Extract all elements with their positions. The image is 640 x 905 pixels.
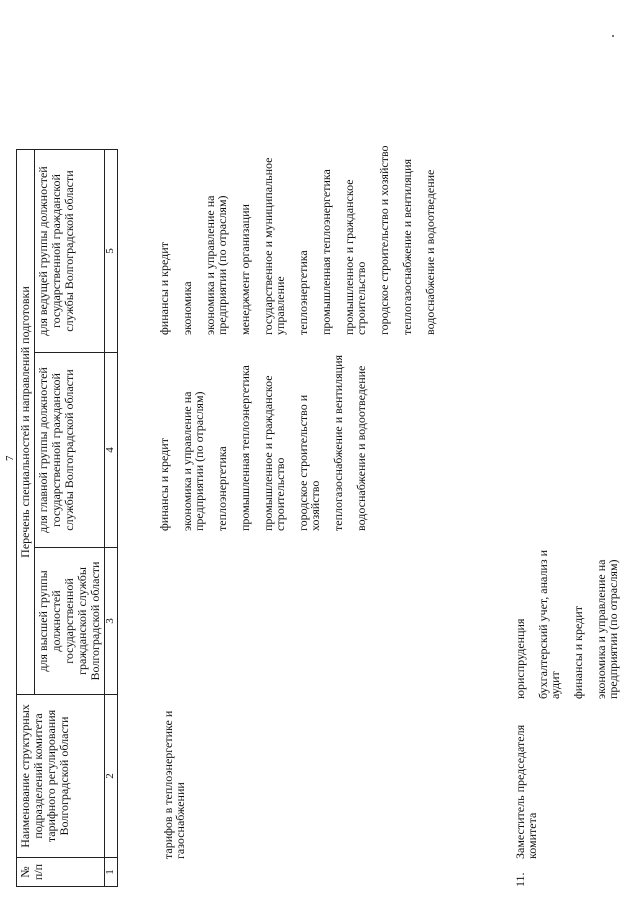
list-item: теплоэнергетика xyxy=(296,250,310,335)
list-item: экономика xyxy=(180,281,194,335)
list-item: финансы и кредит xyxy=(157,242,171,335)
scan-speck xyxy=(612,35,614,37)
subdivision-name-cell: Заместитель председателя комитета xyxy=(513,724,539,859)
column-number: 1 xyxy=(105,858,118,887)
list-item: водоснабжение и водоотведение xyxy=(423,169,437,335)
subdivision-name-cell: тарифов в теплоэнергетике и газоснабжении xyxy=(161,710,187,859)
list-item: финансы и кредит xyxy=(157,438,171,531)
list-item: промышленная теплоэнергетика xyxy=(319,169,333,335)
header-leading-group: для ведущей группы должностей государственной гражданской службы Волгоградской области xyxy=(35,150,105,353)
column-number: 2 xyxy=(105,695,118,858)
staff-specialties-table xyxy=(16,149,118,887)
row-number: 11. xyxy=(513,872,527,887)
list-item: бухгалтерский учет, анализ и аудит xyxy=(536,549,562,699)
list-item: экономика и управление на предприятии (по отраслям) xyxy=(203,195,229,335)
list-item: теплогазоснабжение и вентиляция xyxy=(331,354,345,531)
list-item: юриспруденция xyxy=(513,618,527,699)
list-item: городское строительство и хозяйство xyxy=(296,394,322,531)
column-number: 3 xyxy=(105,548,118,695)
list-item: теплогазоснабжение и вентиляция xyxy=(400,158,414,335)
highest-group-specialties xyxy=(514,529,630,699)
list-item: экономика и управление на предприятии (по отраслям) xyxy=(180,391,206,531)
list-item: промышленное и гражданское строительство xyxy=(261,375,287,531)
column-number: 4 xyxy=(105,353,118,548)
column-number-row xyxy=(105,150,118,887)
list-item: финансы и кредит xyxy=(571,606,585,699)
list-item: теплоэнергетика xyxy=(215,446,229,531)
list-item: промышленная теплоэнергетика xyxy=(238,365,252,531)
list-item: менеджмент организации xyxy=(238,204,252,335)
header-specialties-list: Перечень специальностей и направлений подготовки xyxy=(17,150,35,695)
header-highest-group: для высшей группы должностей государственной гражданской службы Волгоградской области xyxy=(35,548,105,695)
list-item: городское строительство и хозяйство xyxy=(377,145,391,335)
list-item: водоснабжение и водоотведение xyxy=(354,365,368,531)
header-main-group: для главной группы должностей государственной гражданской службы Волгоградской области xyxy=(35,353,105,548)
leading-group-specialties xyxy=(158,145,447,335)
header-subdivision-name: Наименование структурных подразделений комитета тарифного регулирования Волгоградской области xyxy=(17,695,105,858)
main-group-specialties xyxy=(158,351,378,531)
column-number: 5 xyxy=(105,150,118,353)
list-item: государственное и муниципальное управление xyxy=(261,157,287,335)
table-header-row xyxy=(17,150,35,887)
list-item: экономика и управление на предприятии (по отраслям) xyxy=(594,559,620,699)
header-number: № п/п xyxy=(17,858,105,887)
list-item: промышленное и гражданское строительство xyxy=(342,179,368,335)
page-number: 7 xyxy=(4,455,16,461)
